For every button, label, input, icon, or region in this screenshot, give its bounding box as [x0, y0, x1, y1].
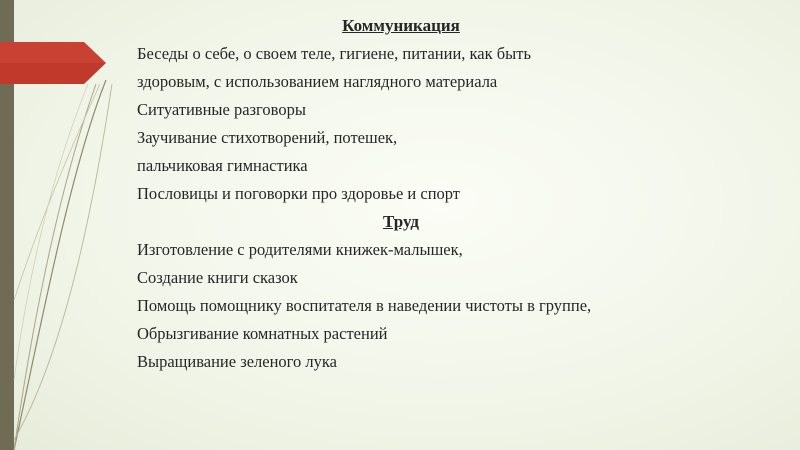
communication-line: пальчиковая гимнастика	[137, 156, 308, 175]
red-arrow-shape	[0, 42, 106, 84]
communication-line: здоровым, с использованием наглядного материала	[137, 72, 498, 91]
communication-line: Заучивание стихотворений, потешек,	[137, 128, 398, 147]
section-title-labor: Труд	[383, 212, 419, 231]
slide-content	[137, 12, 737, 376]
labor-line: Выращивание зеленого лука	[137, 352, 337, 371]
communication-line: Пословицы и поговорки про здоровье и спорт	[137, 184, 461, 203]
labor-line: Изготовление с родителями книжек-малышек,	[137, 240, 463, 259]
communication-line: Ситуативные разговоры	[137, 100, 306, 119]
labor-line: Обрызгивание комнатных растений	[137, 324, 388, 343]
section-title-communication: Коммуникация	[342, 16, 460, 35]
labor-line: Создание книги сказок	[137, 268, 298, 287]
labor-line: Помощь помощнику воспитателя в наведении чистоты в группе,	[137, 296, 592, 315]
communication-line: Беседы о себе, о своем теле, гигиене, питании, как быть	[137, 44, 531, 63]
